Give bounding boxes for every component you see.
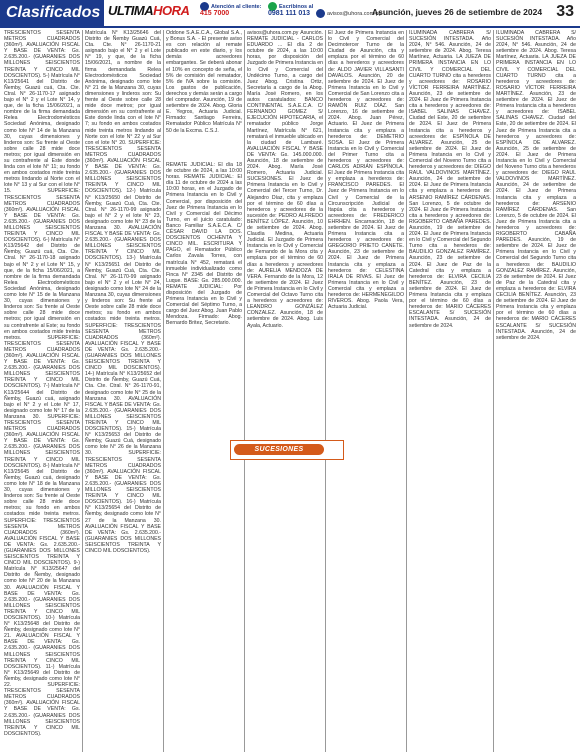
newspaper-logo: ULTIMAHORA (108, 3, 190, 18)
column-6 (409, 30, 491, 752)
issue-date: Asunción, jueves 26 de setiembre de 2024 (372, 7, 543, 17)
email-icon (316, 9, 325, 18)
sucesiones-label: SUCESIONES (234, 444, 324, 455)
column-divider (406, 30, 407, 752)
customer-service: Atención al cliente: 415 7000 (200, 3, 262, 17)
sucesiones-banner (230, 440, 344, 460)
column-divider (82, 30, 83, 752)
column-divider (163, 30, 164, 752)
whatsapp-contact: Escribinos al 0981 111 013 (268, 3, 314, 17)
column-1-text: TRESCIENTOS SESENTA METROS CUADRADOS (360m²). AVALUACIÓN FISCAL Y BASE DE VENTA: Gs. 2.635.200.- (GUARANIES DOS MILLONES SEISCIENTOS TREINTA Y CINCO MIL DOSCIENTOS). 5-) Matrícula N° K13/25641 del Distrito de Ñemby, Guazú cuá, Cta. Cte. Ctral. N° 26-1170-17 asignado bajo el N° 2 y el Lote N° 14, y que, de la ficha 15/06/2021, a nombre de la firma demandada Relea Electrodomésticos Sociedad Anónima, designado como lote N° 14 de la Manzana 30, cuyas dimensiones y linderos son: Su frente al Oeste sobre calle 28 mide doce metros; por igual dimensión en su contrafrente al Este donde linda con el lote N° 11; su fondo en ambos costados mide treinta metros lindando al Norte con el lote N° 13 y al Sur con el lote N° 15. SUPERFICIE: TRESCIENTOS SESENTA METROS CUADRADOS (360m²). AVALUACIÓN FISCAL Y BASE DE VENTA: Gs. 2.635.200.- (GUARANIES DOS MILLONES SEISCIENTOS TREINTA Y CINCO MIL DOSCIENTOS). 6-) Matrícula N° K13/25642 del Distrito de Ñemby, Guazú cuá, Cta. Cte. Ctral. N° 26-1170-18 asignado bajo el N° 2 y el Lote N° 15, y que, de la ficha 15/06/2021, a nombre de la firma demandada Relea Electrodomésticos Sociedad Anónima, designado como lote N° 15 de la Manzana 30, cuyas dimensiones y linderos son: Su frente al Oeste sobre calle 28 mide doce metros; por igual dimensión en su contrafrente al Este; su fondo en ambos costados mide treinta metros. SUPERFICIE: TRESCIENTOS SESENTA METROS CUADRADOS (360m²). AVALUACIÓN FISCAL Y BASE DE VENTA: Gs. 2.635.200.- (GUARANIES DOS MILLONES SEISCIENTOS TREINTA Y CINCO MIL DOSCIENTOS). 7-) Matrícula N° K13/25644 del Distrito de Ñemby, Guazú cuá, asignado bajo el N° 2 y el Lote N° 17, designado como lote N° 17 de la Manzana 30. SUPERFICIE: TRESCIENTOS SESENTA METROS CUADRADOS (360m²). AVALUACIÓN FISCAL Y BASE DE VENTA: Gs. 2.635.200.- (GUARANIES DOS MILLONES SEISCIENTOS TREINTA Y CINCO MIL DOSCIENTOS). 8-) Matrícula N° K13/25645 del Distrito de Ñemby, Guazú cuá, designado como lote N° 18 de la Manzana 30, cuyas dimensiones y linderos son: Su frente al Oeste sobre calle 28 mide doce metros; su fondo en ambos costados mide treinta metros. SUPERFICIE: TRESCIENTOS SESENTA METROS CUADRADOS (360m²). AVALUACIÓN FISCAL Y BASE DE VENTA: Gs. 2.635.200.- (GUARANIES DOS MILLONES SEISCIENTOS TREINTA Y CINCO MIL DOSCIENTOS). 9-) Matrícula N° K13/25647 del Distrito de Ñemby, designado como lote N° 20 de la Manzana 30. AVALUACIÓN FISCAL Y BASE DE VENTA: Gs. 2.635.200.- (GUARANIES DOS MILLONES SEISCIENTOS TREINTA Y CINCO MIL DOSCIENTOS). 10-) Matrícula N° K13/25648 del Distrito de Ñemby, designado como lote N° 21. AVALUACIÓN FISCAL Y BASE DE VENTA: Gs. 2.635.200.- (GUARANIES DOS MILLONES SEISCIENTOS TREINTA Y CINCO MIL DOSCIENTOS). 11-) Matrícula N° K13/25649 del Distrito de Ñemby, designado como lote N° 22. SUPERFICIE: TRESCIENTOS SESENTA METROS CUADRADOS (360m²). AVALUACIÓN FISCAL Y BASE DE VENTA: Gs. 2.635.200.- (GUARANIES DOS MILLONES SEISCIENTOS TREINTA Y CINCO MIL DOSCIENTOS). (4, 30, 80, 737)
page-number: 33 (556, 3, 574, 20)
column-7-text: ILUMINADA CABRERA S/ SUCESIÓN INTESTADA. Año 2024, N° 546. Asunción, 24 de setiembre de 2024. Abog. Teresa Martínez, Actuaria. LA JUEZA DE PRIMERA INSTANCIA EN LO CIVIL Y COMERCIAL DEL CUARTO TURNO cita a herederos y acreedores de: ROSARIO VÍCTOR FERREIRA MARTÍNEZ. Asunción, 23 de setiembre de 2024. El Juez de Primera Instancia cita a herederos y acreedores de: ISABEL SALINAS CHAVEZ. Ciudad del Este, 20 de setiembre de 2024. El Juez de Primera Instancia cita a herederos y acreedores de: ESPÍNOLA DE ALVAREZ. Asunción, 25 de setiembre de 2024. El Juez de Primera Instancia en lo Civil y Comercial del Noveno Turno cita a herederos y acreedores de: DIEGO RAUL VALDOVINOS MARTÍNEZ. Asunción, 24 de setiembre de 2024. El Juez de Primera Instancia cita y emplaza a herederos de: ARSENIO RAMÍREZ CÁRDENAS. San Lorenzo, 5 de octubre de 2024. El Juez de Primera Instancia cita a herederos y acreedores de: RIGOBERTO CABAÑA PAREDES. Asunción, 19 de setiembre de 2024. El Juez de Primera Instancia en lo Civil y Comercial del Segundo Turno cita a herederos de: BAUDILIO GONZALEZ RAMÍREZ. Asunción, 23 de setiembre de 2024. El Juez de Paz de la Catedral cita y emplaza a herederos de: ELVIRA CECILIA BENÍTEZ. Asunción, 23 de setiembre de 2024. El Juez de Primera Instancia cita y emplaza por el término de 60 días a herederos de: MARIO CÁCERES ESCALANTE S/ SUCESIÓN INTESTADA. Asunción, 24 de setiembre de 2024. (496, 30, 576, 341)
column-5 (328, 30, 404, 752)
column-3-top-text: Oddone S.A.E.C.A., Global S.A., y Bonus S.A. - El presente aviso es con relación al remate publicado en este diario, y los demás acreedores embargantes. Se deberá abonar el 10% en concepto de seña, el 5% de comisión del rematador, 5% de IVA sobre la comisión. Los gastos de publicación, derechos y demás serán a cargo del comprador. Asunción, 19 de setiembre de 2024. Abog. Gloria E. Yegros, Actuaria Judicial. Firmado: Santiago Ferreira, Rematador Público Matrícula N° 50 de la Excma. C.S.J. (166, 30, 242, 134)
column-6-text: ILUMINADA CABRERA S/ SUCESIÓN INTESTADA. Año 2024, N° 546. Asunción, 24 de setiembre de 2024. Abog. Teresa Martínez, Actuaria. LA JUEZA DE PRIMERA INSTANCIA EN LO CIVIL Y COMERCIAL DEL CUARTO TURNO cita a herederos y acreedores de: ROSARIO VÍCTOR FERREIRA MARTÍNEZ. Asunción, 23 de setiembre de 2024. El Juez de Primera Instancia cita a herederos y acreedores de: ISABEL SALINAS CHAVEZ. Ciudad del Este, 20 de setiembre de 2024. El Juez de Primera Instancia cita a herederos y acreedores de: ESPÍNOLA DE ALVAREZ. Asunción, 25 de setiembre de 2024. El Juez de Primera Instancia en lo Civil y Comercial del Noveno Turno cita a herederos y acreedores de: DIEGO RAUL VALDOVINOS MARTÍNEZ. Asunción, 24 de setiembre de 2024. El Juez de Primera Instancia cita y emplaza a herederos de: ARSENIO RAMÍREZ CÁRDENAS. San Lorenzo, 5 de octubre de 2024. El Juez de Primera Instancia cita a herederos y acreedores de: RIGOBERTO CABAÑA PAREDES. Asunción, 19 de setiembre de 2024. El Juez de Primera Instancia en lo Civil y Comercial del Segundo Turno cita a herederos de: BAUDILIO GONZALEZ RAMÍREZ. Asunción, 23 de setiembre de 2024. El Juez de Paz de la Catedral cita y emplaza a herederos de: ELVIRA CECILIA BENÍTEZ. Asunción, 23 de setiembre de 2024. El Juez de Primera Instancia cita y emplaza por el término de 60 días a herederos de: MARIO CÁCERES ESCALANTE S/ SUCESIÓN INTESTADA. Asunción, 24 de setiembre de 2024. (409, 30, 491, 329)
column-2-text: Matrícula N° K13/25646 del Distrito de Ñemby Guazú Cuá, Cta. Cte. N° 26-1170-21 asignado bajo el N° 2 y el Lote N° 19, y que, de la ficha 15/06/2021, a nombre de la firma demandada Relea Electrodomésticos Sociedad Anónima, designado como lote N° 21 de la Manzana 30, cuyas dimensiones y linderos son: Su frente al Oeste sobre calle 28 mide doce metros; por igual dimensión en su contrafrente al Este donde linda con el lote N° 7; su fondo en ambos costados mide treinta metros lindando al Norte con el lote N° 22 y al Sur con el lote N° 20. SUPERFICIE: TRESCIENTOS SESENTA METROS CUADRADOS (360m²). AVALUACIÓN FISCAL Y BASE DE VENTA: Gs. 2.635.200.- (GUARANIES DOS MILLONES SEISCIENTOS TREINTA Y CINCO MIL DOSCIENTOS). 12-) Matrícula N° K13/25650 del Distrito de Ñemby, Guazú Cuá, Cta. Cte. Ctral. N° 26-1170-99 asignado bajo el N° 2 y el lote N° 23, designado como lote N° 23 de la Manzana 30. AVALUACIÓN FISCAL Y BASE DE VENTA: Gs. 2.635.200.- (GUARANIES DOS MILLONES SEISCIENTOS TREINTA Y CINCO MIL DOSCIENTOS). 13-) Matrícula N° K13/25651 del Distrito de Ñemby, Guazú Cuá, Cta. Cte. Ctral. N° 26-1170-99 asignado bajo el N° 2 y el Lote N° 24, designado como lote N° 24 de la Manzana 30, cuyas dimensiones y linderos son: Su frente al Oeste sobre calle 28 mide doce metros; su fondo en ambos costados mide treinta metros. SUPERFICIE: TRESCIENTOS SESENTA METROS CUADRADOS (360m²). AVALUACIÓN FISCAL Y BASE DE VENTA: Gs. 2.635.200.- (GUARANIES DOS MILLONES SEISCIENTOS TREINTA Y CINCO MIL DOSCIENTOS). 14-) Matrícula N° K13/25652 del Distrito de Ñemby, Guazú Cuá, Cta. Cte. Ctral. N° 26-1170-91, designado como lote N° 25 de la Manzana 30. AVALUACIÓN FISCAL Y BASE DE VENTA: Gs. 2.635.200.- (GUARANIES DOS MILLONES SEISCIENTOS TREINTA Y CINCO MIL DOSCIENTOS). 15-) Matrícula N° K13/25653 del Distrito de Ñemby, Guazú Cuá, designado como lote N° 26 de la Manzana 30. SUPERFICIE: TRESCIENTOS SESENTA METROS CUADRADOS (360m²). AVALUACIÓN FISCAL Y BASE DE VENTA: Gs. 2.635.200.- (GUARANIES DOS MILLONES SEISCIENTOS TREINTA Y CINCO MIL DOSCIENTOS). 16-) Matrícula N° K13/25654 del Distrito de Ñemby, designado como lote N° 27 de la Manzana 30. AVALUACIÓN FISCAL Y BASE DE VENTA: Gs. 2.635.200.- (GUARANIES DOS MILLONES SEISCIENTOS TREINTA Y CINCO MIL DOSCIENTOS). (85, 30, 161, 554)
header-divider (0, 26, 580, 28)
contact-email[interactable]: avisos@uhora.com.py (316, 9, 382, 18)
column-2 (85, 30, 161, 752)
column-divider (493, 30, 494, 752)
column-3-text: REMATE JUDICIAL: El día 18 de octubre de 2024, a las 10:00 horas. REMATE JUDICIAL: El día 11 de octubre de 2024 a las 10:00 horas, en el Juzgado de Primera Instancia en lo Civil y Comercial, por disposición del Juez de Primera Instancia en lo Civil y Comercial del Décimo Turno, en el juicio caratulado: Banco Familiar S.A.E.C.A. C/ CÉSAR DAVID LA DOS. DOSCIENTOS OCHENTA Y CINCO MIL. ESCRITURA Y PAGO, el Rematador Público Carlos Zavala Torres, con matrícula N° 452, rematará el inmueble individualizado como Finca N° 2345 del Distrito de Luque. BASE: Gs. 285.000.000. REMATE JUDICIAL: Por disposición del Juzgado de Primera Instancia en lo Civil y Comercial del Séptimo Turno, a cargo del Juez Abog. Juan Pablo Mendoza. Firmado: Abog. Bernardo Britez, Secretario. (166, 162, 242, 327)
column-5-text: El Juez de Primera Instancia en lo Civil y Comercial del Decimotercer Turno de la Ciudad de Asunción, cita y emplaza por el término de 60 días a herederos y acreedores de: ALDO JAVIER VILLASANTI DAVALOS. Asunción, 20 de setiembre de 2024. El Juez de Primera Instancia en lo Civil y Comercial de San Lorenzo cita a herederos y acreedores de: RAMÓN RUIZ DÍAZ. San Lorenzo, 16 de setiembre de 2024. Abog. Juan Pérez, Actuario. El Juez de Primera Instancia cita y emplaza a herederos de: DEMETRIO SOSA. El Juez de Primera Instancia en lo Civil y Comercial del Primer Turno cita a herederos y acreedores de: CARLOS ADRIÁN ESPÍNOLA. El Juez de Primera Instancia cita y emplaza a herederos de: FRANCISCO PAREDES. El Juez de Primera Instancia en lo Civil y Comercial de la Circunscripción Judicial de Itapúa cita a herederos y acreedores de: FREDERICO EHRHEN. Encarnación, 18 de setiembre de 2024. El Juez de Primera Instancia cita a herederos y acreedores de: GREGORIO PRIETO CANETE. Asunción, 23 de setiembre de 2024. El Juez de Primera Instancia cita y emplaza a herederos de: CELESTINA IRALA DE RIVAS. El Juez de Primera Instancia en lo Civil y Comercial cita y emplaza a herederos de: HERMENEGILDO RIVEROS. Abog. Paola Vera, Actuaria Judicial. (328, 30, 404, 311)
column-divider (244, 30, 245, 752)
column-7 (496, 30, 576, 752)
column-3-top (166, 30, 242, 158)
column-1 (4, 30, 80, 752)
section-title: Clasificados (0, 0, 104, 26)
customer-service-phone: 415 7000 (200, 10, 230, 17)
column-divider (325, 30, 326, 752)
column-4-text: avisos@uhora.com.py Asunción. REMATE JUDICIAL - CARLOS EDUARDO ... El día 2 de octubre de 2024, a las 10:00 horas, por disposición del Juzgado de Primera Instancia en lo Civil y Comercial del Undécimo Turno, a cargo del Juez Abog. Cristina Ortiz, Secretaría a cargo de la Abog. María José Romero, en los autos caratulados: BANCO CONTINENTAL S.A.E.C.A. C/ FERNANDO GOMEZ S/ EJECUCIÓN HIPOTECARIA, el rematador público Jorge Martínez, Matrícula N° 621, rematará el inmueble ubicado en la ciudad de Lambaré. AVALUACIÓN FISCAL Y BASE DE VENTA: Gs. 145.000.000. Asunción, 18 de setiembre de 2024. Abog. María José Romero, Actuaria Judicial. SUCESIONES. El Juez de Primera Instancia en lo Civil y Comercial del Tercer Turno, Dr. Alejandro Díaz, cita y emplaza por el término de 60 días a herederos y acreedores de la sucesión de: PEDRO ALFREDO BENÍTEZ LÓPEZ. Asunción, 10 de setiembre de 2024. Abog. Claudia Medina, Actuaria Judicial. El Juzgado de Primera Instancia en lo Civil y Comercial de Fernando de la Mora cita y emplaza por el término de 60 días a herederos y acreedores de: AURELIA MENDOZA DE VERA. Fernando de la Mora, 12 de setiembre de 2024. El Juez de Primera Instancia en lo Civil y Comercial del Octavo Turno cita a herederos y acreedores de: LEANDRO GONZÁLEZ CONZALEZ. Asunción, 18 de setiembre de 2024. Abog. Luis Ayala, Actuario. (247, 30, 323, 329)
classifieds-columns (4, 30, 576, 752)
column-4 (247, 30, 323, 752)
page-header (0, 0, 580, 28)
whatsapp-number: 0981 111 013 (268, 10, 311, 17)
